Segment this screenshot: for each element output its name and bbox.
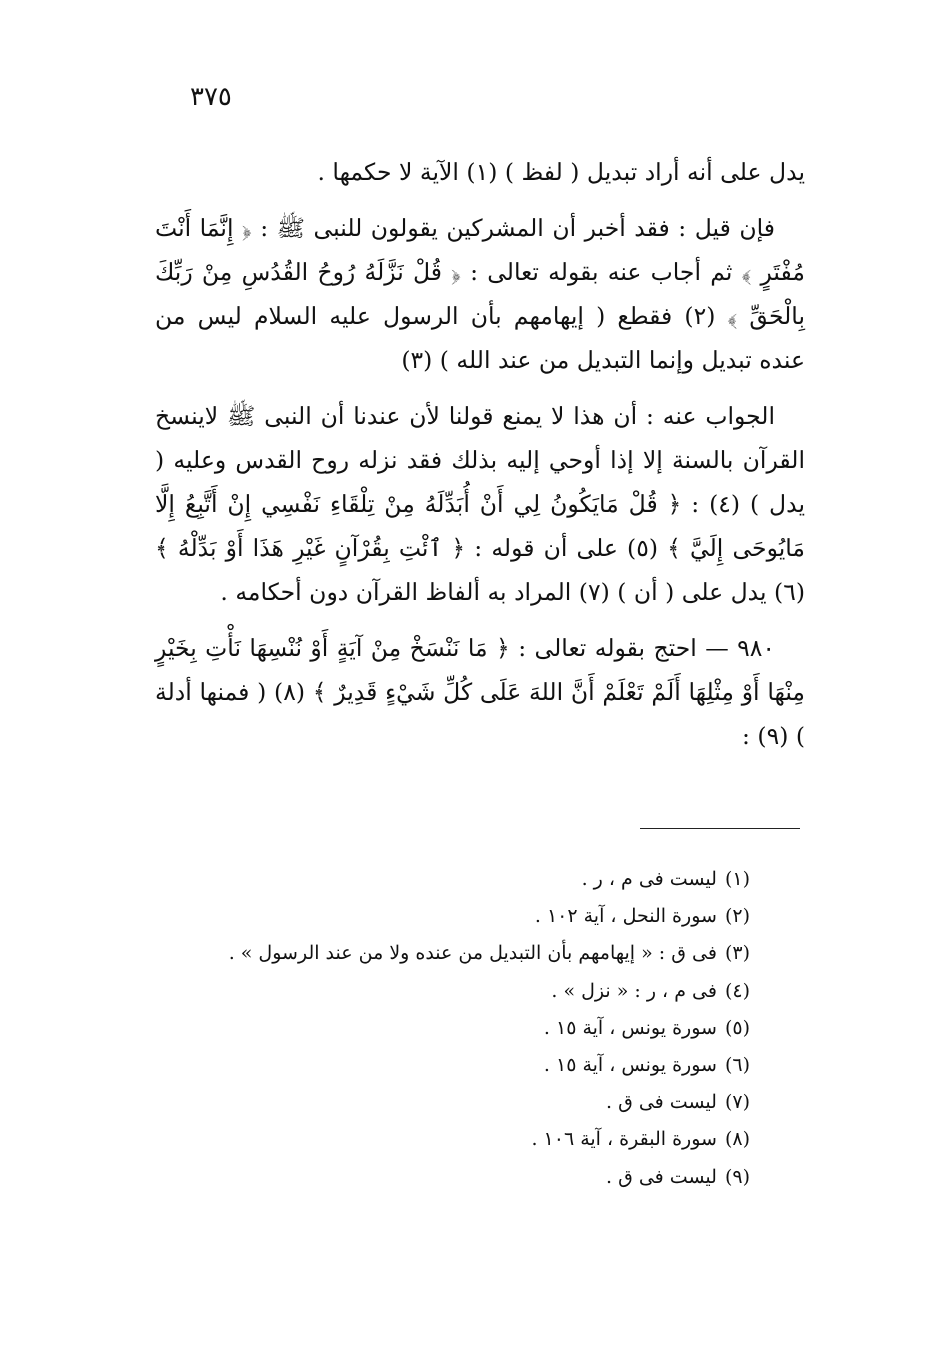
footnote-item: [150, 1015, 750, 1041]
footnote-number: (٧): [724, 1091, 750, 1114]
footnote-text: ليست فى ق .: [605, 1165, 717, 1188]
footnote-item: [150, 866, 750, 892]
footnote-number: (٩): [724, 1165, 750, 1188]
footnotes-list: [150, 866, 750, 1201]
footnote-item: [150, 1052, 750, 1078]
footnote-number: (٦): [724, 1053, 750, 1076]
footnote-number: (٢): [724, 905, 750, 928]
footnote-text: فى ق : « إيهامهم بأن التبديل من عنده ولا من عند الرسول » .: [228, 942, 717, 965]
footnote-item: [150, 1089, 750, 1115]
footnote-text: سورة البقرة ، آية ١٠٦ .: [531, 1128, 717, 1151]
footnote-item: [150, 1126, 750, 1152]
footnote-text: فى م ، ر : « نزل » .: [551, 979, 717, 1002]
footnote-number: (٥): [724, 1016, 750, 1039]
paragraph-continuation: يدل على أنه أراد تبديل ( لفظ ) (١) الآية لا حكمها .: [317, 158, 805, 186]
paragraph-answer: الجواب عنه : أن هذا لا يمنع قولنا لأن عندنا أن النبى ﷺ لاينسخ القرآن بالسنة إلا إذا أوحي إليه بذلك فقد نزله روح القدس وعليه ( يدل ) (٤) : ﴿ قُلْ مَايَكُونُ لِي أَنْ أُبَدِّلَهُ مِنْ تِلْقَاءِ نَفْسِي إِنْ أَتَّبِعُ إِلَّا مَايُوحَى إِلَيَّ ﴾ (٥) على أن قوله : ﴿ ٱئْتِ بِقُرْآنٍ غَيْرِ هَذَا أَوْ بَدِّلْهُ ﴾ (٦) يدل على ( أن ) (٧) المراد به ألفاظ القرآن دون أحكامه .: [155, 402, 805, 606]
footnote-number: (١): [724, 868, 750, 890]
footnote-text: سورة النحل ، آية ١٠٢ .: [534, 905, 717, 928]
footnote-item: [150, 940, 750, 966]
footnote-text: ليست فى م ، ر .: [581, 868, 717, 890]
footnote-text: ليست فى ق .: [605, 1091, 717, 1114]
main-text-block: [155, 150, 805, 770]
footnote-divider: [640, 828, 800, 829]
footnote-number: (٨): [724, 1128, 750, 1151]
footnote-number: (٣): [724, 942, 750, 965]
page-number: ٣٧٥: [190, 82, 232, 112]
footnote-text: سورة يونس ، آية ١٥ .: [543, 1053, 717, 1076]
footnote-item: [150, 1164, 750, 1190]
footnote-text: سورة يونس ، آية ١٥ .: [543, 1016, 717, 1039]
paragraph-objection: فإن قيل : فقد أخبر أن المشركين يقولون للنبى ﷺ : ﴿ إِنَّمَا أَنْتَ مُفْتَرٍ ﴾ ثم أجاب عنه بقوله تعالى : ﴿ قُلْ نَزَّلَهُ رُوحُ القُدُسِ مِنْ رَبِّكَ بِالْحَقِّ ﴾ (٢) فقطع ( إيهامهم بأن الرسول عليه السلام ليس من عنده تبديل وإنما التبديل من عند الله ) (٣): [155, 214, 805, 374]
paragraph-section-980: ٩٨٠ — احتج بقوله تعالى : ﴿ مَا نَنْسَخْ مِنْ آيَةٍ أَوْ نُنْسِهَا نَأْتِ بِخَيْرٍ مِنْهَا أَوْ مِثْلِهَا أَلَمْ تَعْلَمْ أَنَّ اللهَ عَلَى كُلِّ شَيْءٍ قَدِيرٌ ﴾ (٨) ( فمنها أدلة ) (٩) :: [155, 634, 805, 750]
footnote-item: [150, 978, 750, 1004]
footnote-item: [150, 903, 750, 929]
footnote-number: (٤): [724, 979, 750, 1002]
